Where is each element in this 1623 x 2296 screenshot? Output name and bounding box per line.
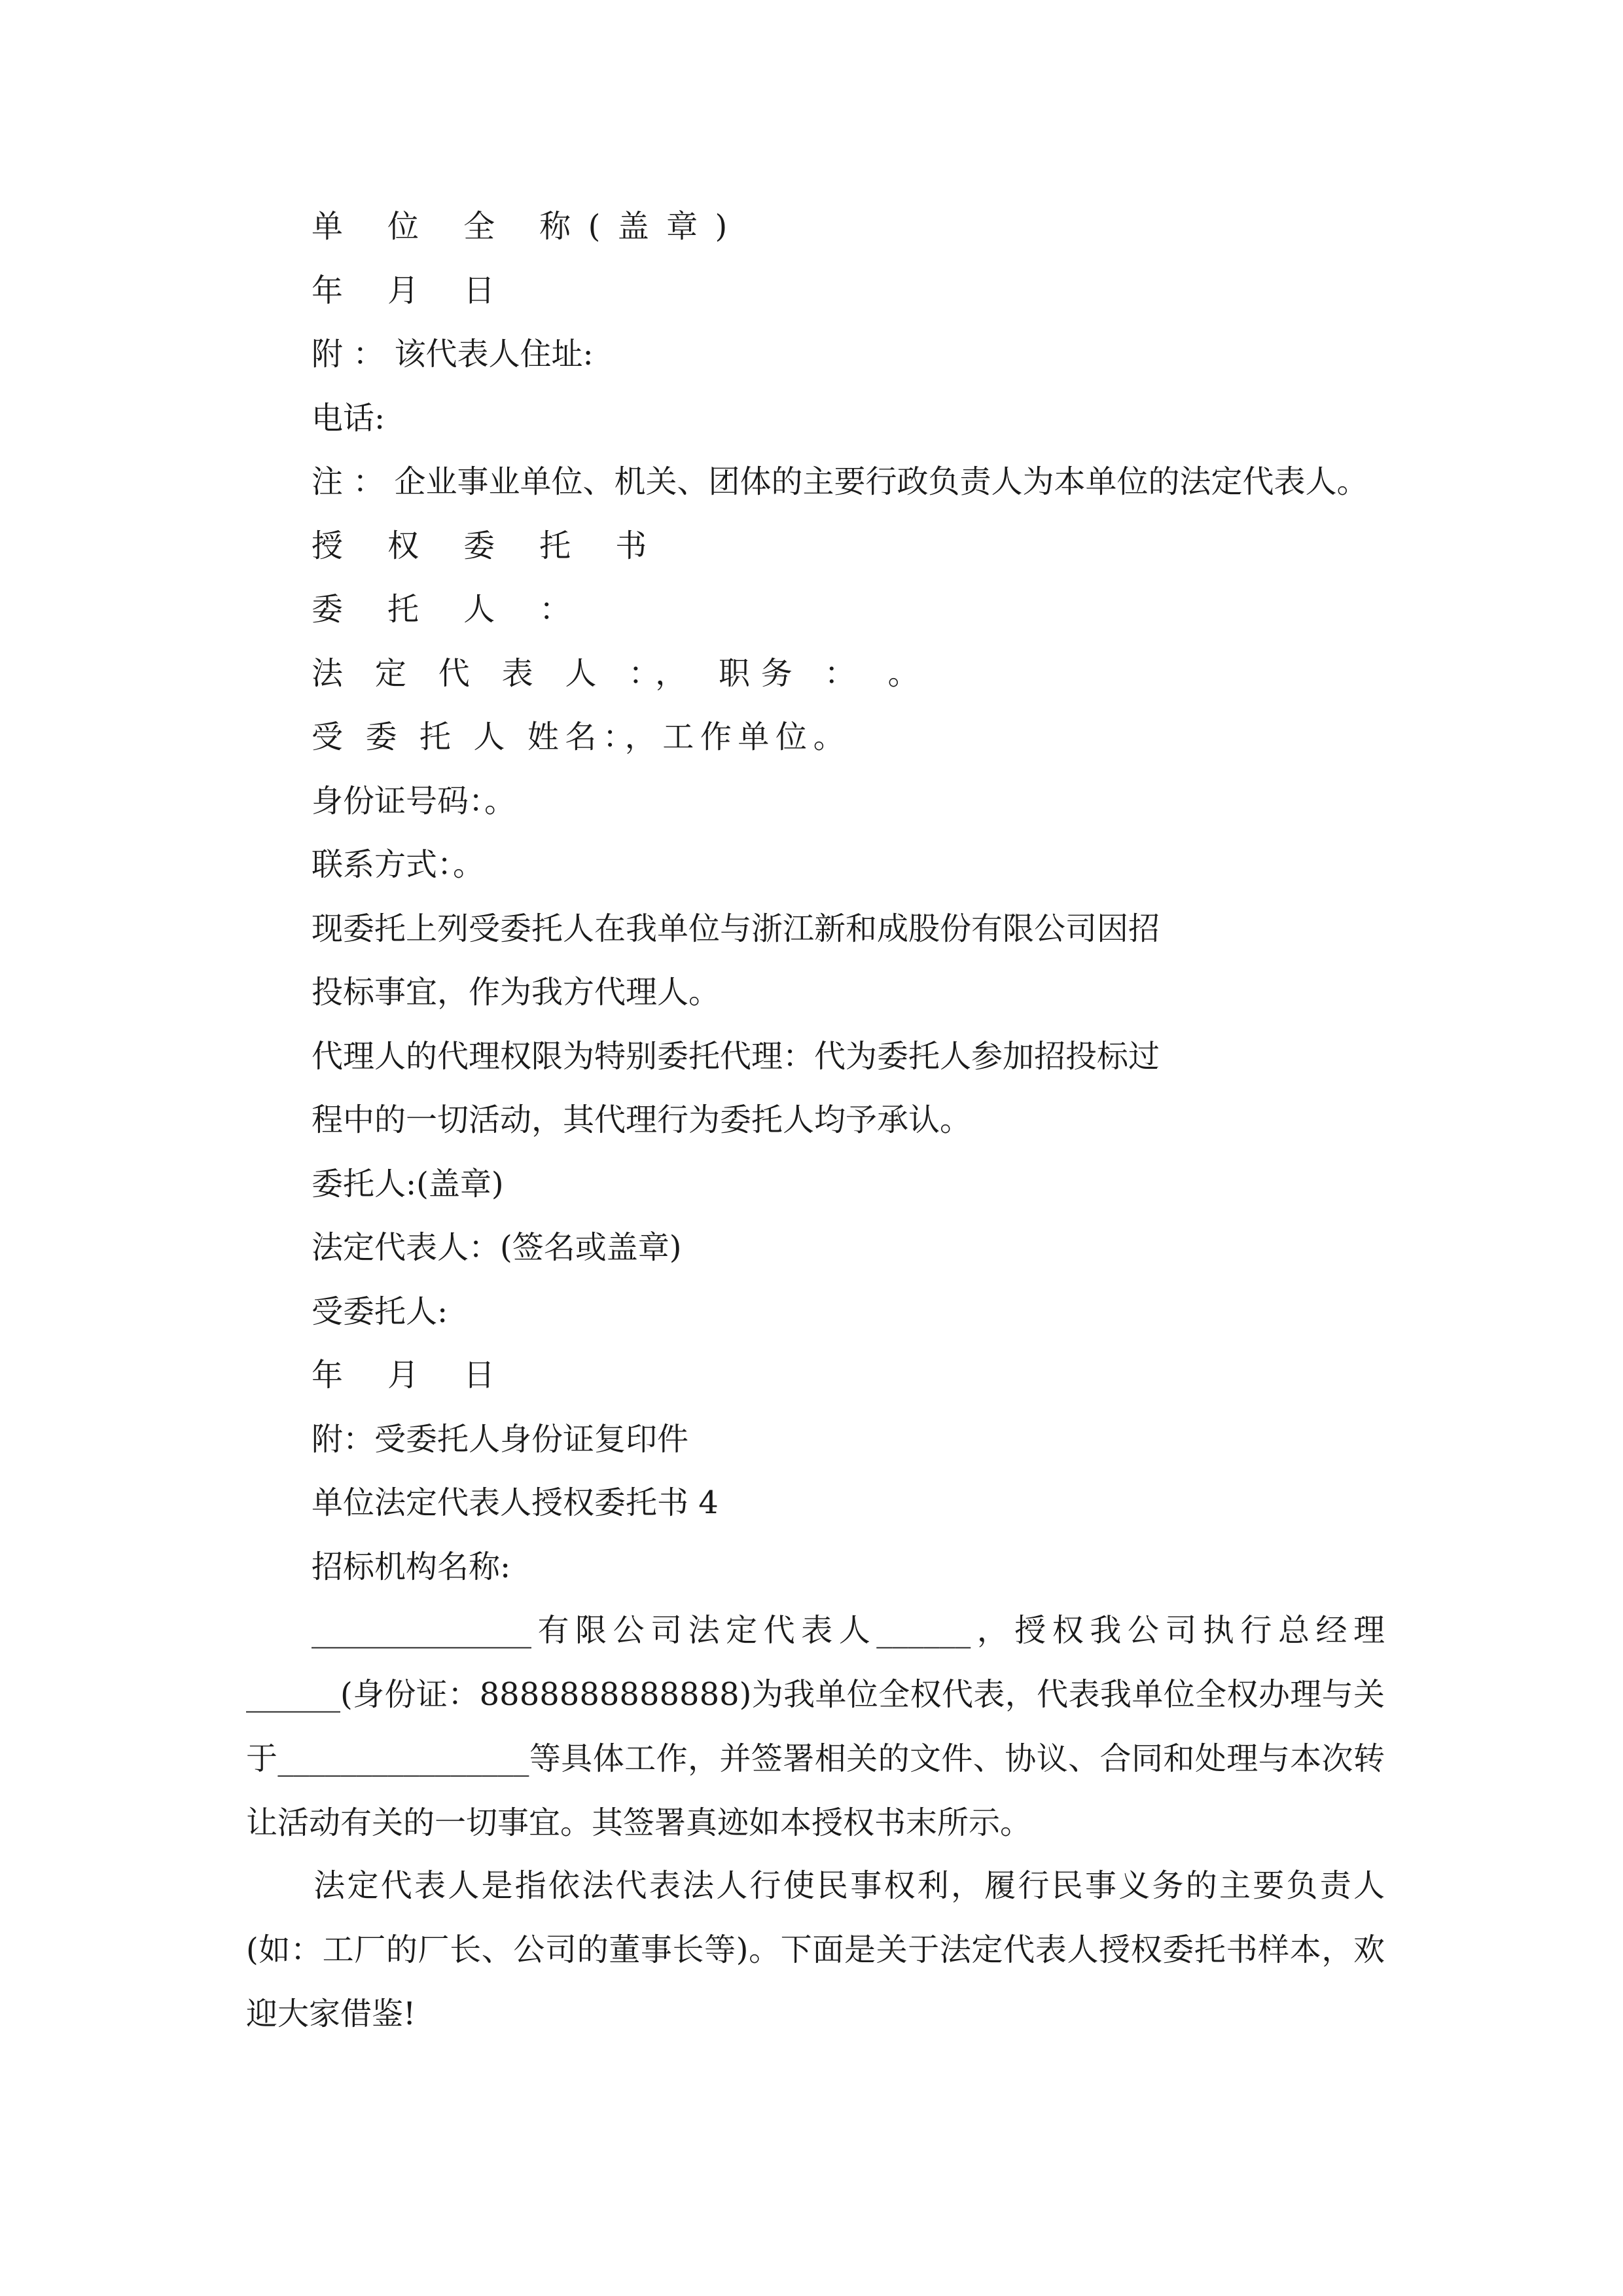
date-line-2: 年 月 日 xyxy=(312,1357,512,1393)
agent-signature-line: 受委托人: xyxy=(312,1293,448,1330)
legal-rep-signature-line: 法定代表人：(签名或盖章) xyxy=(312,1229,682,1266)
agent-authority-line-1: 代理人的代理权限为特别委托代理：代为委托人参加招投标过 xyxy=(312,1038,1160,1075)
principal-line: 委 托 人 ： xyxy=(312,591,588,628)
date-line: 年 月 日 xyxy=(312,272,512,309)
entrust-statement-line-1: 现委托上列受委托人在我单位与浙江新和成股份有限公司因招 xyxy=(312,910,1160,947)
entrust-statement-line-2: 投标事宜，作为我方代理人。 xyxy=(312,974,721,1011)
authorization-paragraph xyxy=(246,1598,1385,1855)
authorization-title: 授 权 委 托 书 xyxy=(312,528,664,564)
legal-rep-definition-text: 法定代表人是指依法代表法人行使民事权利，履行民事义务的主要负责人(如：工厂的厂长、公司的董事长等)。下面是关于法定代表人授权委托书样本，欢迎大家借鉴! xyxy=(246,1867,1385,2032)
unit-full-name-line: 单 位 全 称(盖章) xyxy=(312,208,745,245)
phone-line: 电话: xyxy=(312,400,385,437)
legal-rep-definition-paragraph xyxy=(246,1854,1385,2046)
tender-agency-name-line: 招标机构名称: xyxy=(312,1549,511,1585)
attachment-id-copy-line: 附：受委托人身份证复印件 xyxy=(312,1421,689,1458)
authorization-paragraph-text: ______________有限公司法定代表人______，授权我公司执行总经理______(身份证：8888888888888)为我单位全权代表，代表我单位全权办理与关于________________等具体工作，并签署相关的文件、协议、合同和处理与本次转让活动有关的一切事宜。其签署真迹如本授权书末所示。 xyxy=(246,1612,1385,1841)
agent-authority-line-2: 程中的一切活动，其代理行为委托人均予承认。 xyxy=(312,1102,972,1138)
contact-line: 联系方式：。 xyxy=(312,846,485,883)
legal-rep-position-line: 法 定 代 表 人 ：， 职务 ： 。 xyxy=(312,655,931,692)
id-number-line: 身份证号码：。 xyxy=(312,783,516,819)
representative-address-line: 附 ： 该代表人住址: xyxy=(312,336,594,372)
section-title-4: 单位法定代表人授权委托书 4 xyxy=(312,1484,719,1521)
note-line: 注 ： 企业事业单位、机关、团体的主要行政负责人为本单位的法定代表人。 xyxy=(312,463,1368,500)
agent-name-line: 受 委 托 人 姓名：，工作单位。 xyxy=(312,719,851,755)
principal-seal-line: 委托人:(盖章) xyxy=(312,1166,504,1202)
